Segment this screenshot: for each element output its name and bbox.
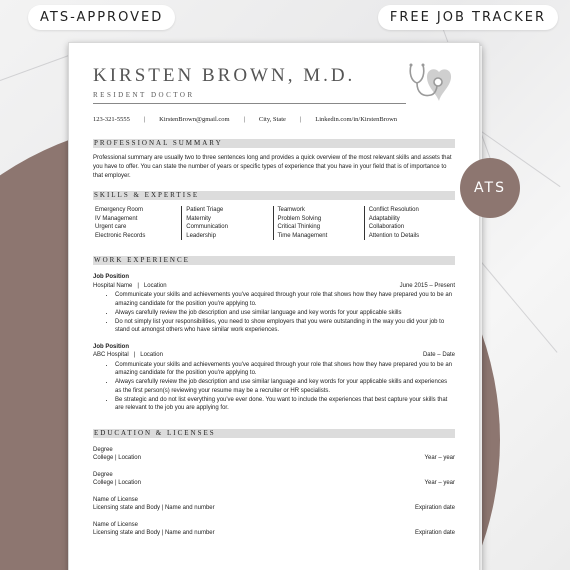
stethoscope-heart-icon: [405, 61, 455, 107]
work-heading: WORK EXPERIENCE: [93, 256, 455, 265]
skills-column: [273, 206, 364, 240]
education-date: Year – year: [424, 480, 455, 486]
skills-heading: SKILLS & EXPERTISE: [93, 191, 455, 200]
job-bullet: • Communicate your skills and achievements you've acquired through your role that shows how they have prepared you to be an amazing candidate for the position you're applying to.: [115, 361, 455, 378]
license-entry: [93, 521, 455, 538]
skill-item: IV Management: [95, 215, 138, 222]
education-heading: EDUCATION & LICENSES: [93, 429, 455, 438]
skill-item: Conflict Resolution: [368, 207, 419, 213]
skills-column: [93, 206, 181, 240]
skill-item: Teamwork: [277, 207, 305, 213]
license-row: [93, 529, 455, 538]
job-meta-row: [93, 282, 455, 291]
summary-text: Professional summary are usually two to three sentences long and provides a quick overview of the most relevant skills and assets that you have to offer. You can state the number of years or specific types of experience that you have in your field that is of importance to that employer.: [93, 155, 452, 179]
education-entry: [93, 471, 455, 488]
skill-item: Attention to Details: [368, 232, 420, 239]
ats-approved-badge: ATS-APPROVED: [28, 5, 175, 30]
contact-separator: |: [299, 116, 302, 123]
job-bullet: • Communicate your skills and achievements you've acquired through your role that shows how they have prepared you to be an amazing candidate for the position you're applying to.: [115, 291, 455, 308]
skill-item: Time Management: [277, 232, 328, 239]
job-title: Job Position: [93, 343, 129, 350]
resume-name: KIRSTEN BROWN, M.D.: [93, 65, 356, 86]
contact-separator: |: [143, 116, 146, 123]
job-bullets: [115, 361, 455, 413]
license-detail: Licensing state and Body | Name and number: [93, 530, 215, 536]
skill-item: Collaboration: [368, 224, 405, 230]
skill-item: Emergency Room: [95, 207, 144, 213]
job-meta-row: [93, 351, 455, 360]
job-bullet: • Always carefully review the job description and use similar language and key words for your applicable skills: [115, 309, 455, 318]
job-dates: June 2015 – Present: [399, 282, 455, 289]
license-entry: [93, 496, 455, 513]
contact-phone: 123-321-5555: [93, 116, 130, 123]
skills-column: [181, 206, 272, 240]
education-detail: College | Location: [93, 480, 141, 486]
summary-heading: PROFESSIONAL SUMMARY: [93, 139, 455, 148]
license-detail: Licensing state and Body | Name and number: [93, 505, 215, 511]
job-bullet: • Do not simply list your responsibilities, you need to show employers that you were outstanding in the way you did your job to stand out amongst others who have similar work experiences.: [115, 318, 455, 335]
skills-grid: [93, 206, 455, 240]
job-bullets: [115, 291, 455, 335]
skill-item: Communication: [186, 224, 228, 230]
job-bullet: • Be strategic and do not list everything you've ever done. You want to include the experiences that best capture your skills that are relevant to the job you are applying for.: [115, 396, 455, 413]
education-row: [93, 479, 455, 488]
license-date: Expiration date: [414, 505, 455, 511]
job-employer: ABC Hospital | Location: [93, 352, 163, 358]
skill-item: Urgent care: [95, 224, 127, 230]
resume-role: RESIDENT DOCTOR: [93, 91, 195, 99]
contact-separator: |: [243, 116, 245, 123]
skill-item: Critical Thinking: [277, 224, 321, 230]
marble-vein: [480, 260, 558, 353]
job-entry: [93, 273, 455, 335]
skills-column: [364, 206, 455, 240]
job-title: Job Position: [93, 274, 129, 280]
education-detail: College | Location: [93, 455, 141, 461]
license-title: Name of License: [93, 521, 139, 528]
job-employer: Hospital Name | Location: [93, 282, 167, 289]
education-row: [93, 454, 455, 463]
contact-linkedin: Linkedin.com/in/KirstenBrown: [315, 116, 398, 123]
education-title: Degree: [93, 446, 113, 453]
resume-page: [68, 42, 480, 570]
job-bullet: • Always carefully review the job description and use similar language and key words for your applicable skills and experiences as the first person(s) reviewing your resume may be a recruiter or HR specialists.: [115, 378, 455, 395]
ats-circle-badge: ATS: [460, 158, 520, 218]
license-row: [93, 504, 455, 513]
skill-item: Electronic Records: [95, 232, 146, 239]
contact-location: City, State: [258, 116, 286, 123]
name-divider: [93, 103, 406, 104]
contact-line: [93, 116, 455, 123]
education-entry: [93, 446, 455, 463]
license-title: Name of License: [93, 496, 139, 503]
job-entry: [93, 343, 455, 413]
skill-item: Adaptability: [368, 215, 400, 222]
education-title: Degree: [93, 471, 113, 478]
license-date: Expiration date: [414, 530, 455, 536]
contact-email: KirstenBrown@gmail.com: [159, 116, 230, 123]
education-date: Year – year: [424, 455, 455, 461]
job-dates: Date – Date: [422, 352, 455, 358]
free-job-tracker-badge: FREE JOB TRACKER: [378, 5, 558, 30]
skill-item: Problem Solving: [277, 215, 322, 222]
skill-item: Maternity: [186, 215, 211, 222]
skill-item: Leadership: [186, 232, 216, 239]
skill-item: Patient Triage: [186, 207, 224, 213]
